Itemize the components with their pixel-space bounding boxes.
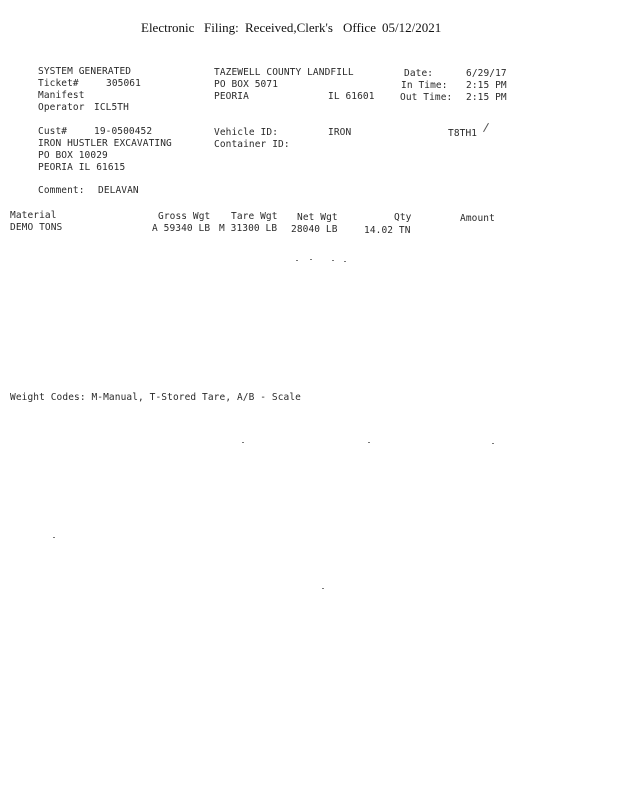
operator-label: Operator — [38, 102, 85, 113]
row-qty: 14.02 TN — [364, 225, 411, 236]
ticket-label: Ticket# — [38, 78, 79, 89]
scan-speck — [332, 260, 334, 261]
weight-codes-legend: Weight Codes: M-Manual, T-Stored Tare, A/B - Scale — [10, 392, 301, 403]
stamp-electronic: Electronic — [141, 20, 195, 35]
header-material: Material — [10, 210, 57, 221]
scan-speck — [344, 261, 346, 262]
scan-speck — [492, 443, 494, 444]
row-net: 28040 LB — [291, 224, 338, 235]
header-net: Net Wgt — [297, 212, 338, 223]
stamp-received: Received,Clerk's — [245, 20, 333, 35]
stamp-filing: Filing: — [204, 20, 239, 35]
check-mark — [483, 123, 489, 132]
header-gross: Gross Wgt — [158, 211, 211, 222]
date-value: 6/29/17 — [466, 68, 507, 79]
ticket-number: 305061 — [106, 78, 141, 89]
customer-po-box: PO BOX 10029 — [38, 150, 108, 161]
in-time-value: 2:15 PM — [466, 80, 507, 91]
stamp-office: Office — [343, 20, 376, 35]
truck-id: T8TH1 — [448, 128, 478, 139]
stamp-date: 05/12/2021 — [382, 20, 442, 35]
operator-value: ICL5TH — [94, 102, 129, 113]
out-time-label: Out Time: — [400, 92, 453, 103]
landfill-name: TAZEWELL COUNTY LANDFILL — [214, 67, 354, 78]
row-material: DEMO TONS — [10, 222, 63, 233]
landfill-po-box: PO BOX 5071 — [214, 79, 279, 90]
comment-value: DELAVAN — [98, 185, 139, 196]
comment-label: Comment: — [38, 185, 85, 196]
scan-speck — [310, 259, 312, 260]
in-time-label: In Time: — [401, 80, 448, 91]
scan-speck — [296, 260, 298, 261]
customer-name: IRON HUSTLER EXCAVATING — [38, 138, 172, 149]
scan-speck — [368, 442, 370, 443]
landfill-state-zip: IL 61601 — [328, 91, 375, 102]
row-gross: A 59340 LB — [152, 223, 211, 234]
customer-city: PEORIA IL 61615 — [38, 162, 126, 173]
container-label: Container ID: — [214, 139, 290, 150]
header-qty: Qty — [394, 212, 412, 223]
landfill-city: PEORIA — [214, 91, 249, 102]
header-tare: Tare Wgt — [231, 211, 278, 222]
scan-speck — [242, 442, 244, 443]
vehicle-value: IRON — [328, 127, 352, 138]
cust-value: 19-0500452 — [94, 126, 153, 137]
scan-speck — [53, 537, 55, 538]
scan-speck — [322, 588, 324, 589]
header-amount: Amount — [460, 213, 495, 224]
cust-label: Cust# — [38, 126, 68, 137]
system-generated-label: SYSTEM GENERATED — [38, 66, 132, 77]
out-time-value: 2:15 PM — [466, 92, 507, 103]
date-label: Date: — [404, 68, 434, 79]
manifest-label: Manifest — [38, 90, 85, 101]
vehicle-label: Vehicle ID: — [214, 127, 279, 138]
row-tare: M 31300 LB — [219, 223, 278, 234]
